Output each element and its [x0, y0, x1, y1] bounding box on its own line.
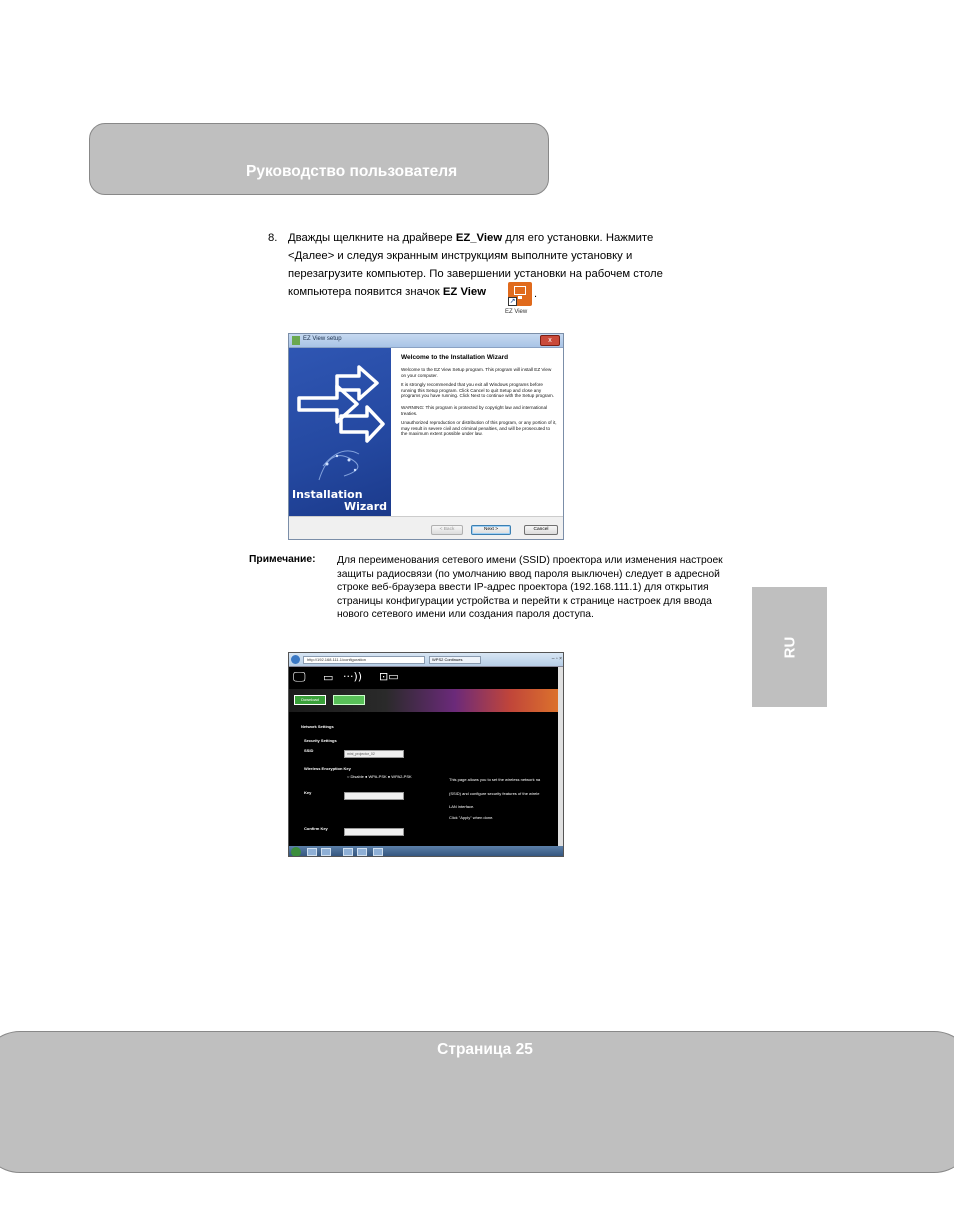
- step-line1-bold: EZ_View: [455, 232, 503, 244]
- taskbar-media-icon[interactable]: [343, 848, 353, 856]
- step-8: [268, 229, 718, 301]
- taskbar-ie-icon[interactable]: [307, 848, 317, 856]
- wizard-side-label-installation: Installation: [292, 488, 363, 501]
- note-label: Примечание:: [249, 554, 316, 565]
- key-input[interactable]: [344, 792, 404, 800]
- note-text: Для переименования сетевого имени (SSID) проектора или изменения настроек защиты радиосвязи (по умолчанию ввод пароля выключен) следует в адресной строке веб-браузера ввести IP-адрес проектора (192.168.111.1) для открытия страницы конфигурации устройства и перейти к странице настроек для ввода нового сетевого имени или создания пароля доступа.: [337, 555, 723, 620]
- step-period: .: [534, 288, 538, 300]
- start-button-icon[interactable]: [291, 847, 301, 857]
- wizard-footer: [289, 516, 563, 539]
- wizard-paragraph-1: Welcome to the EZ View Setup program. This program will install EZ View on your computer.: [401, 367, 552, 378]
- help-line-3: LAN interface.: [449, 804, 475, 809]
- wizard-paragraph-2: It is strongly recommended that you exit all Windows programs before running this Setup program. Click Cancel to quit Setup and close any programs you have running. Click Next to continue with the Setup program.: [401, 382, 554, 399]
- projector-icon: ⊡▭: [379, 670, 399, 683]
- back-arrow-icon[interactable]: [291, 655, 300, 664]
- step-number: 8.: [268, 232, 278, 244]
- wizard-side-banner: [289, 348, 391, 516]
- confirm-key-input[interactable]: [344, 828, 404, 836]
- wizard-content: [391, 348, 563, 516]
- browser-scrollbar[interactable]: [558, 667, 563, 846]
- installation-wizard-screenshot: [288, 333, 564, 540]
- back-button[interactable]: < Back: [431, 525, 463, 535]
- browser-toolbar: [289, 653, 564, 667]
- next-button[interactable]: Next >: [471, 525, 511, 535]
- taskbar-app2-icon[interactable]: [373, 848, 383, 856]
- encryption-options[interactable]: ○ Disable ● WPA-PSK ● WPA2-PSK: [347, 774, 412, 779]
- step-line1-pre: Дважды щелкните на драйвере: [288, 232, 456, 244]
- language-label: RU: [781, 636, 799, 659]
- wizard-window-title: EZ View setup: [303, 336, 342, 342]
- ssid-input[interactable]: mini_projector_02: [344, 750, 404, 758]
- ssid-label: SSID: [304, 748, 314, 753]
- help-line-1: This page allows you to set the wireless network na: [449, 777, 541, 782]
- browser-banner: [289, 689, 564, 712]
- key-label: Key: [304, 790, 312, 795]
- wizard-paragraph-3: WARNING: This program is protected by copyright law and international treaties.: [401, 404, 548, 416]
- wireless-encryption-key-label: Wireless Encryption Key: [304, 766, 351, 771]
- step-line1-post: для его установки. Нажмите: [502, 232, 654, 244]
- taskbar-folder-icon[interactable]: [321, 848, 331, 856]
- browser-config-screenshot: [288, 652, 564, 857]
- step-line4-bold: EZ View: [442, 286, 486, 298]
- help-line-4: Click "Apply" when done.: [449, 815, 494, 820]
- wizard-side-label-wizard: Wizard: [343, 500, 387, 513]
- wizard-paragraph-4: Unauthorized reproduction or distribution of this program, or any portion of it, may result in severe civil and criminal penalties, and will be prosecuted to the maximum extent possible under law.: [401, 420, 557, 437]
- ez-view-desktop-icon: ↗: [508, 282, 532, 306]
- close-icon[interactable]: x: [540, 335, 560, 346]
- monitor-icon: 🖵: [293, 670, 306, 685]
- wizard-titlebar: [289, 334, 563, 348]
- header-tab: [89, 123, 549, 195]
- wizard-heading: Welcome to the Installation Wizard: [401, 354, 509, 361]
- wifi-signal-icon: ···)): [343, 670, 363, 683]
- step-text: [288, 229, 718, 301]
- laptop-icon: ▭: [323, 671, 334, 684]
- network-settings-form: [289, 712, 564, 846]
- window-controls[interactable]: – ▫ ×: [551, 656, 562, 662]
- download-button[interactable]: Download: [294, 695, 326, 705]
- windows-taskbar: [289, 846, 564, 857]
- cancel-button[interactable]: Cancel: [524, 525, 558, 535]
- projector-icon-bar: [289, 667, 564, 689]
- language-side-tab: [752, 587, 827, 707]
- page-number: Страница 25: [437, 1041, 533, 1058]
- address-bar[interactable]: http://192.168.111.1/configuration: [303, 656, 425, 664]
- step-line4-pre: компьютера появится значок: [288, 286, 443, 298]
- settings-button[interactable]: [333, 695, 365, 705]
- browser-tab[interactable]: WPS2 Continues: [429, 656, 481, 664]
- step-line2: <Далее> и следуя экранным инструкциям выполните установку и: [288, 250, 633, 262]
- header-title: Руководство пользователя: [246, 163, 458, 180]
- taskbar-app-icon[interactable]: [357, 848, 367, 856]
- security-settings-title: Security Settings: [304, 738, 337, 743]
- network-settings-title: Network Settings: [301, 724, 334, 729]
- confirm-key-label: Confirm Key: [304, 826, 328, 831]
- setup-app-icon: [292, 336, 300, 345]
- ez-view-icon-caption: EZ View: [505, 309, 528, 315]
- step-line3: перезагрузите компьютер. По завершении установки на рабочем столе: [288, 268, 663, 280]
- help-line-2: (SSID) and configure security features of the wirele: [449, 791, 540, 796]
